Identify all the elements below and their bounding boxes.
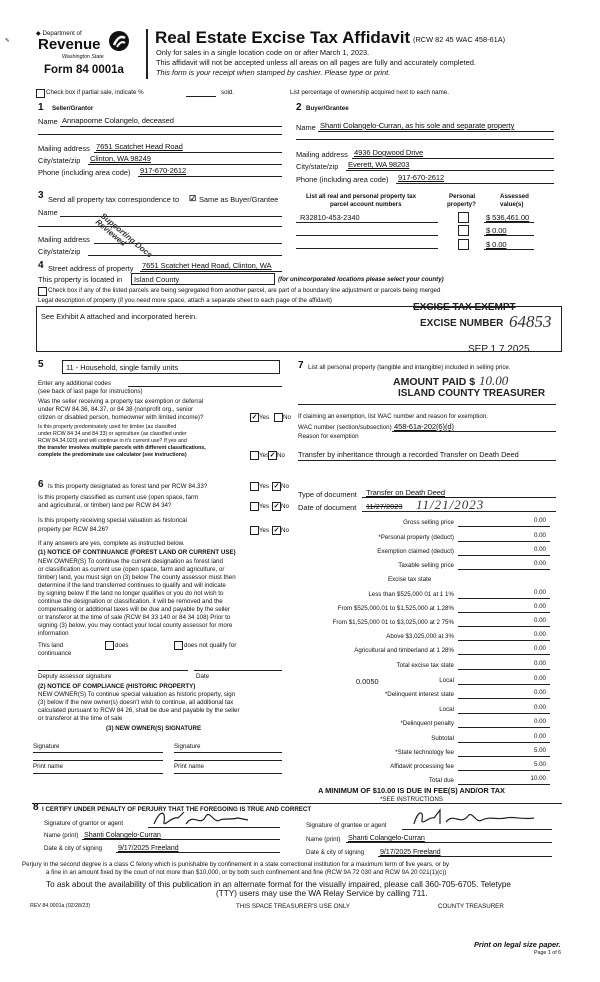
notice-1-line: timber) land, you must sign on (3) below The county assessor must then <box>38 574 236 581</box>
calc-value-total-excise: 0.00 <box>533 660 546 667</box>
current-use-no-checkbox[interactable]: ✓ <box>273 503 280 510</box>
grantee-date-city-value: 9/17/2025 Freeland <box>380 847 441 856</box>
grantor-date-city-value: 9/17/2025 Freeland <box>118 843 179 852</box>
grantee-signature-icon <box>410 806 550 830</box>
seller-address-label: Mailing address <box>38 144 90 153</box>
state-label: Washington State <box>62 54 104 60</box>
buyer-address-value: 4936 Dogwood Drive <box>354 148 424 157</box>
q2-yes-label: Yes <box>259 452 270 459</box>
minimum-due-note: A MINIMUM OF $10.00 IS DUE IN FEE(S) AND/OR TAX <box>318 786 505 795</box>
forest-no-checkbox[interactable]: ✓ <box>273 483 280 490</box>
calc-value-personal: 0.00 <box>533 532 546 539</box>
county-value: Island County <box>134 275 180 284</box>
land-does-label: does <box>115 642 129 649</box>
page-number: Page 1 of 6 <box>534 950 562 956</box>
historic-yes-checkbox[interactable] <box>250 526 259 535</box>
partial-sale-checkbox[interactable] <box>36 89 45 98</box>
owner-print-label-2: Print name <box>174 763 204 770</box>
calc-value-exemption: 0.00 <box>533 546 546 553</box>
current-use-no-label: No <box>281 503 289 510</box>
legal-description-value: See Exhibit A attached and incorporated herein. <box>41 312 198 321</box>
section-4-number: 4 <box>38 260 44 271</box>
notice-1-line: by signing below If the land no longer qualifies or you do not wish to <box>38 590 224 597</box>
calc-label-tech-fee: *State technology fee <box>395 749 454 756</box>
land-use-code-value: 11 - Household, single family units <box>66 363 179 372</box>
form-title: Real Estate Excise Tax Affidavit <box>155 28 411 47</box>
document-date-label: Date of document <box>298 503 357 512</box>
personal-heading-2: property? <box>447 201 476 208</box>
wac-label: WAC number (section/subsection) <box>298 424 392 431</box>
q2-line-1: Is this property predominately used for timber (as classified <box>38 424 177 430</box>
notice-2-line: (3) below If the new owner(s) doesn't wish to continue, all additional tax <box>38 699 234 706</box>
document-type-value: Transfer on Death Deed <box>366 488 445 497</box>
exemption-label: If claiming an exemption, list WAC number and reason for exemption. <box>298 413 488 420</box>
owner-print-label-1: Print name <box>33 763 63 770</box>
excise-exempt-stamp: EXCISE TAX EXEMPT <box>413 302 516 313</box>
form-number: Form 84 0001a <box>44 64 124 76</box>
ownership-note: List percentage of ownership acquired next to each name. <box>290 89 449 96</box>
q1-no-checkbox[interactable] <box>274 413 283 422</box>
notice-2-line: NEW OWNER(S) To continue special valuation as historic property, sign <box>38 691 236 698</box>
historic-yes-label: Yes <box>259 527 270 534</box>
parcel-number-1: R32810-453-2340 <box>300 213 360 222</box>
owner-signature-label-1: Signature <box>33 743 60 750</box>
q1-line-1: Was the seller receiving a property tax exemption or deferral <box>38 398 204 405</box>
segregated-label: Check box if any of the listed parcels are being segregated from another parcel, are part of a boundary line adjustment or parcels being merged <box>48 287 441 294</box>
buyer-phone-value: 917-670-2612 <box>398 173 445 182</box>
personal-property-checkbox-3[interactable] <box>458 239 469 250</box>
perjury-line-1: Perjury in the second degree is a class C felony which is punishable by confinement in a state correctional institution for a maximum term of five years, or by <box>22 861 450 868</box>
personal-heading-1: Personal <box>449 193 476 200</box>
personal-property-label: List all personal property (tangible and intangible) included in selling price. <box>308 364 511 371</box>
land-does-not-label: does not qualify for <box>184 642 237 649</box>
section-1-number: 1 <box>38 102 44 113</box>
ifany-note: If any answers are yes, complete as instructed below. <box>38 540 185 547</box>
buyer-city-value: Everett, WA 98203 <box>348 160 410 169</box>
header-line-1: Only for sales in a single location code on or after March 1, 2023. <box>156 48 370 57</box>
parcel-heading-2: parcel account numbers <box>330 201 402 208</box>
land-does-not-checkbox[interactable] <box>174 641 183 650</box>
amount-paid-handwritten: 10.00 <box>479 373 509 388</box>
current-use-yes-label: Yes <box>259 503 270 510</box>
calc-value-agricultural: 0.00 <box>533 645 546 652</box>
legal-paper-note: Print on legal size paper. <box>474 940 561 949</box>
form-rcw: (RCW 82 45 WAC 458-61A) <box>413 35 506 44</box>
calc-label-total-due: Total due <box>428 777 454 784</box>
partial-sold-label: sold. <box>221 89 235 96</box>
document-date-handwritten: 11/21/2023 <box>416 497 485 512</box>
section-6-number: 6 <box>38 479 44 490</box>
wac-value: 458-61a-202(6)(d) <box>394 422 454 431</box>
exemption-reason-label: Reason for exemption <box>298 433 359 440</box>
section-5-number: 5 <box>38 359 44 370</box>
document-type-label: Type of document <box>298 490 357 499</box>
date-stamp: SEP 1 7 2025 <box>468 344 530 355</box>
certify-statement: I CERTIFY UNDER PENALTY OF PERJURY THAT THE FOREGOING IS TRUE AND CORRECT <box>42 806 312 813</box>
dor-logo-icon <box>108 30 130 52</box>
excise-number-handwritten: 64853 <box>509 312 552 331</box>
assessed-heading-2: value(s) <box>500 201 524 208</box>
calc-label-interest-local: Local <box>439 706 454 713</box>
calc-label-local: Local <box>439 677 454 684</box>
additional-codes-label: Enter any additional codes <box>38 380 111 387</box>
additional-codes-note: (see back of last page for instructions) <box>38 388 143 395</box>
seller-name-label: Name <box>38 117 58 126</box>
seller-city-value: Clinton, WA 98249 <box>90 154 151 163</box>
perjury-line-2: a fine in an amount fixed by the court of not more than $10,000, or by both such confinement and fine (RCW 9A 72 030 and RCW 9A 20 021(1)(c)) <box>46 869 447 876</box>
historic-no-label: No <box>281 527 289 534</box>
q2-line-3: RCW 84.34.020) and will continue in it's current use? If yes and <box>38 438 187 444</box>
calc-label-total-excise: Total excise tax state <box>396 662 454 669</box>
forest-no-label: No <box>281 483 289 490</box>
forest-land-question: Is this property designated as forest land per RCW 84.33? <box>48 483 208 490</box>
calc-label-exemption: Exemption claimed (deduct) <box>377 548 454 555</box>
assessed-value-2: $ 0.00 <box>486 226 507 235</box>
calc-value-tech-fee: 5.00 <box>533 747 546 754</box>
historic-q-line-2: property per RCW 84.26? <box>38 526 109 533</box>
q2-no-checkbox[interactable]: ✓ <box>269 452 276 459</box>
calc-value-local: 0.00 <box>533 675 546 682</box>
historic-q-line-1: Is this property receiving special valuation as historical <box>38 517 187 524</box>
land-use-code-select[interactable] <box>62 360 280 374</box>
q1-line-3: citizen or disabled person, homeowner with limited income)? <box>38 414 204 421</box>
notice-1-line: or classification as current use (open space, farm and agriculture, or <box>38 566 225 573</box>
local-rate: 0.0050 <box>356 677 379 686</box>
dept-name: Revenue <box>38 36 101 53</box>
street-value: 7651 Scatchet Head Road, Clinton, WA <box>142 261 272 270</box>
calc-label-interest-state: *Delinquent interest state <box>384 691 454 698</box>
correspondence-label: Send all property tax correspondence to <box>48 195 180 204</box>
calc-value-subtotal: 0.00 <box>533 733 546 740</box>
assessed-heading-1: Assessed <box>500 193 529 200</box>
forest-yes-checkbox[interactable] <box>250 482 259 491</box>
notice-1-line: compensating or additional taxes will be due and payable by the seller <box>38 606 230 613</box>
calc-label-subtotal: Subtotal <box>431 735 454 742</box>
notice-1-line: determine if the land transferred continues to qualify and will indicate <box>38 582 226 589</box>
current-use-q-line-2: and agricultural, or timber) land per RCW 84 34? <box>38 502 172 509</box>
section-8-number: 8 <box>33 802 39 813</box>
grantee-name-label: Name (print) <box>306 836 341 843</box>
q2-line-5: complete the predominate use calculator (see instructions) <box>38 452 187 458</box>
buyer-name-label: Name <box>296 123 316 132</box>
treasurer-use-label: THIS SPACE TREASURER'S USE ONLY <box>236 903 350 910</box>
notice-3-title: (3) NEW OWNER(S) SIGNATURE <box>106 725 202 732</box>
section-3-number: 3 <box>38 190 44 201</box>
calc-label-personal: *Personal property (deduct) <box>378 534 454 541</box>
document-date-struck: 11/27/2023 <box>366 502 403 511</box>
calc-label-penalty: *Delinquent penalty <box>400 720 454 727</box>
buyer-city-label: City/state/zip <box>296 162 339 171</box>
grantor-date-city-label: Date & city of signing <box>44 845 103 852</box>
notice-1-line: information <box>38 630 69 637</box>
header-line-3: This form is your receipt when stamped by cashier. Please type or print. <box>156 68 391 77</box>
personal-property-checkbox-2[interactable] <box>458 225 469 236</box>
amount-paid-stamp: AMOUNT PAID $ <box>393 376 476 388</box>
located-label: This property is located in <box>38 275 123 284</box>
calc-value-interest-local: 0.00 <box>533 704 546 711</box>
current-use-q-line-1: Is this property classified as current use (open space, farm <box>38 494 199 501</box>
s3-name-label: Name <box>38 208 58 217</box>
partial-sale-label: Check box if partial sale, indicate % <box>46 89 144 96</box>
q2-line-4: the transfer involves multiple parcels with different classifications, <box>38 445 206 451</box>
q1-yes-checkbox[interactable]: ✓ <box>251 414 258 421</box>
notice-2-line: calculated pursuant to RCW 84 26, shall be due and payable by the seller <box>38 707 240 714</box>
seller-name-value: Annapoorne Colangelo, deceased <box>62 116 174 125</box>
treasurer-stamp: ISLAND COUNTY TREASURER <box>398 388 546 399</box>
see-instructions-note: *SEE INSTRUCTIONS <box>380 796 443 803</box>
assessed-value-3: $ 0.00 <box>486 240 507 249</box>
buyer-name-value: Shanti Colangelo-Curran, as his sole and separate property <box>320 121 515 130</box>
this-land-label: This land <box>38 642 64 649</box>
calc-value-gross: 0.00 <box>533 517 546 524</box>
calc-label-tier-1: Less than $525,000 01 at 1 1% <box>368 591 454 598</box>
calc-value-taxable: 0.00 <box>533 560 546 567</box>
q2-line-2: under RCW 84 34 and 84 33) or agriculture (as classified under <box>38 431 187 437</box>
notice-2-title: (2) NOTICE OF COMPLIANCE (HISTORIC PROPERTY) <box>38 683 196 690</box>
same-as-buyer-label: Same as Buyer/Grantee <box>199 195 279 204</box>
assessed-value-1: $ 536,461.00 <box>486 213 530 222</box>
same-as-buyer-checkbox[interactable]: ☑ <box>189 194 197 203</box>
seller-address-value: 7651 Scatchet Head Road <box>96 142 183 151</box>
q1-no-label: No <box>283 414 291 421</box>
s3-city-label: City/state/zip <box>38 247 81 256</box>
notice-1-line: NEW OWNER(S) To continue the current designation as forest land <box>38 558 223 565</box>
calc-value-tier-4: 0.00 <box>533 631 546 638</box>
alt-format-line-1: To ask about the availability of this publication in an alternate format for the visually impaired, please call 360-705-6705. Teletype <box>46 880 511 889</box>
calc-value-total-due: 10.00 <box>530 775 546 782</box>
section-2-number: 2 <box>296 102 302 113</box>
calc-value-interest-state: 0.00 <box>533 689 546 696</box>
q1-line-2: under RCW 84.36, 84.37, or 84 38 (nonprofit org., senior <box>38 406 194 413</box>
grantor-signature-label: Signature of grantor or agent <box>44 820 124 827</box>
street-label: Street address of property <box>48 264 134 273</box>
grantee-signature-label: Signature of grantee or agent <box>306 822 387 829</box>
dept-prefix: ◆ Department of <box>36 30 82 37</box>
calc-label-tier-2: From $525,000.01 to $1,525,000 at 1.28% <box>337 605 454 612</box>
seller-city-label: City/state/zip <box>38 156 81 165</box>
county-select[interactable] <box>131 273 275 285</box>
deputy-date-label: Date <box>196 673 210 680</box>
q2-yes-checkbox[interactable] <box>250 451 259 460</box>
county-treasurer-label: COUNTY TREASURER <box>438 903 504 910</box>
calc-label-taxable: Taxable selling price <box>398 562 454 569</box>
notice-1-line: continue the designation or classification, it will be removed and the <box>38 598 223 605</box>
calc-label-excise-state: Excise tax state <box>388 576 432 583</box>
calc-value-processing-fee: 5.00 <box>533 761 546 768</box>
continuance-label: continuance <box>38 650 72 657</box>
calc-value-penalty: 0.00 <box>533 718 546 725</box>
current-use-yes-checkbox[interactable] <box>250 502 259 511</box>
historic-no-checkbox[interactable]: ✓ <box>273 527 280 534</box>
personal-property-checkbox-1[interactable] <box>458 212 469 223</box>
buyer-phone-label: Phone (including area code) <box>296 175 389 184</box>
notice-2-line: or transferor at the time of sale <box>38 715 123 722</box>
calc-label-gross: Gross selling price <box>403 519 454 526</box>
calc-label-tier-4: Above $3,025,000 at 3% <box>386 633 454 640</box>
calc-label-tier-3: From $1,525,000 01 to $3,025,000 at 2 75% <box>332 619 454 626</box>
seller-heading: Seller/Grantor <box>52 105 94 112</box>
exemption-reason-value: Transfer by inheritance through a recorded Transfer on Death Deed <box>298 450 519 459</box>
deputy-signature-label: Deputy assessor signature <box>38 673 112 680</box>
seller-phone-label: Phone (including area code) <box>38 168 131 177</box>
notice-1-title: (1) NOTICE OF CONTINUANCE (FOREST LAND OR CURRENT USE) <box>38 549 236 556</box>
s3-address-label: Mailing address <box>38 235 90 244</box>
seller-phone-value: 917-670-2612 <box>140 166 187 175</box>
reviewed-stamp: Supporting Docs Reviewed <box>93 211 155 260</box>
buyer-address-label: Mailing address <box>296 150 348 159</box>
q1-yes-label: Yes <box>259 414 270 421</box>
calc-value-tier-2: 0.00 <box>533 603 546 610</box>
segregated-checkbox[interactable] <box>38 287 47 296</box>
alt-format-line-2: (TTY) users may use the WA Relay Service by calling 711. <box>216 889 428 898</box>
land-does-checkbox[interactable] <box>105 641 114 650</box>
calc-value-tier-1: 0.00 <box>533 589 546 596</box>
calc-label-processing-fee: Affidavit processing fee <box>390 763 454 770</box>
county-note: (for unincorporated locations please select your county) <box>278 276 444 283</box>
margin-mark: ✎ <box>5 38 10 44</box>
q2-no-label: No <box>277 452 285 459</box>
grantee-date-city-label: Date & city of signing <box>306 849 365 856</box>
grantee-name-value: Shanti Colangelo-Curran <box>348 833 425 842</box>
calc-value-tier-3: 0.00 <box>533 617 546 624</box>
owner-signature-label-2: Signature <box>174 743 201 750</box>
grantor-name-label: Name (print) <box>44 832 79 839</box>
buyer-heading: Buyer/Grantee <box>306 105 349 112</box>
legal-description-label: Legal description of property (if you need more space, attach a separate sheet to each page of the affidavit) <box>38 297 332 304</box>
revision-label: REV 84 0001a (02/28/23) <box>30 903 91 909</box>
section-7-number: 7 <box>298 360 304 371</box>
calc-label-agricultural: Agricultural and timberland at 1 28% <box>354 647 454 654</box>
forest-yes-label: Yes <box>259 483 270 490</box>
grantor-name-value: Shanti Colangelo-Curran <box>84 830 161 839</box>
excise-number-label: EXCISE NUMBER <box>420 318 504 329</box>
parcel-heading-1: List all real and personal property tax <box>306 193 417 200</box>
header-line-2: This affidavit will not be accepted unless all areas on all pages are fully and accurately completed. <box>156 58 476 67</box>
notice-1-line: signing (3) below, you may contact your local county assessor for more <box>38 622 233 629</box>
notice-1-line: or transferor at the time of sale (RCW 84 33 140 or 84 34 108) Prior to <box>38 614 231 621</box>
